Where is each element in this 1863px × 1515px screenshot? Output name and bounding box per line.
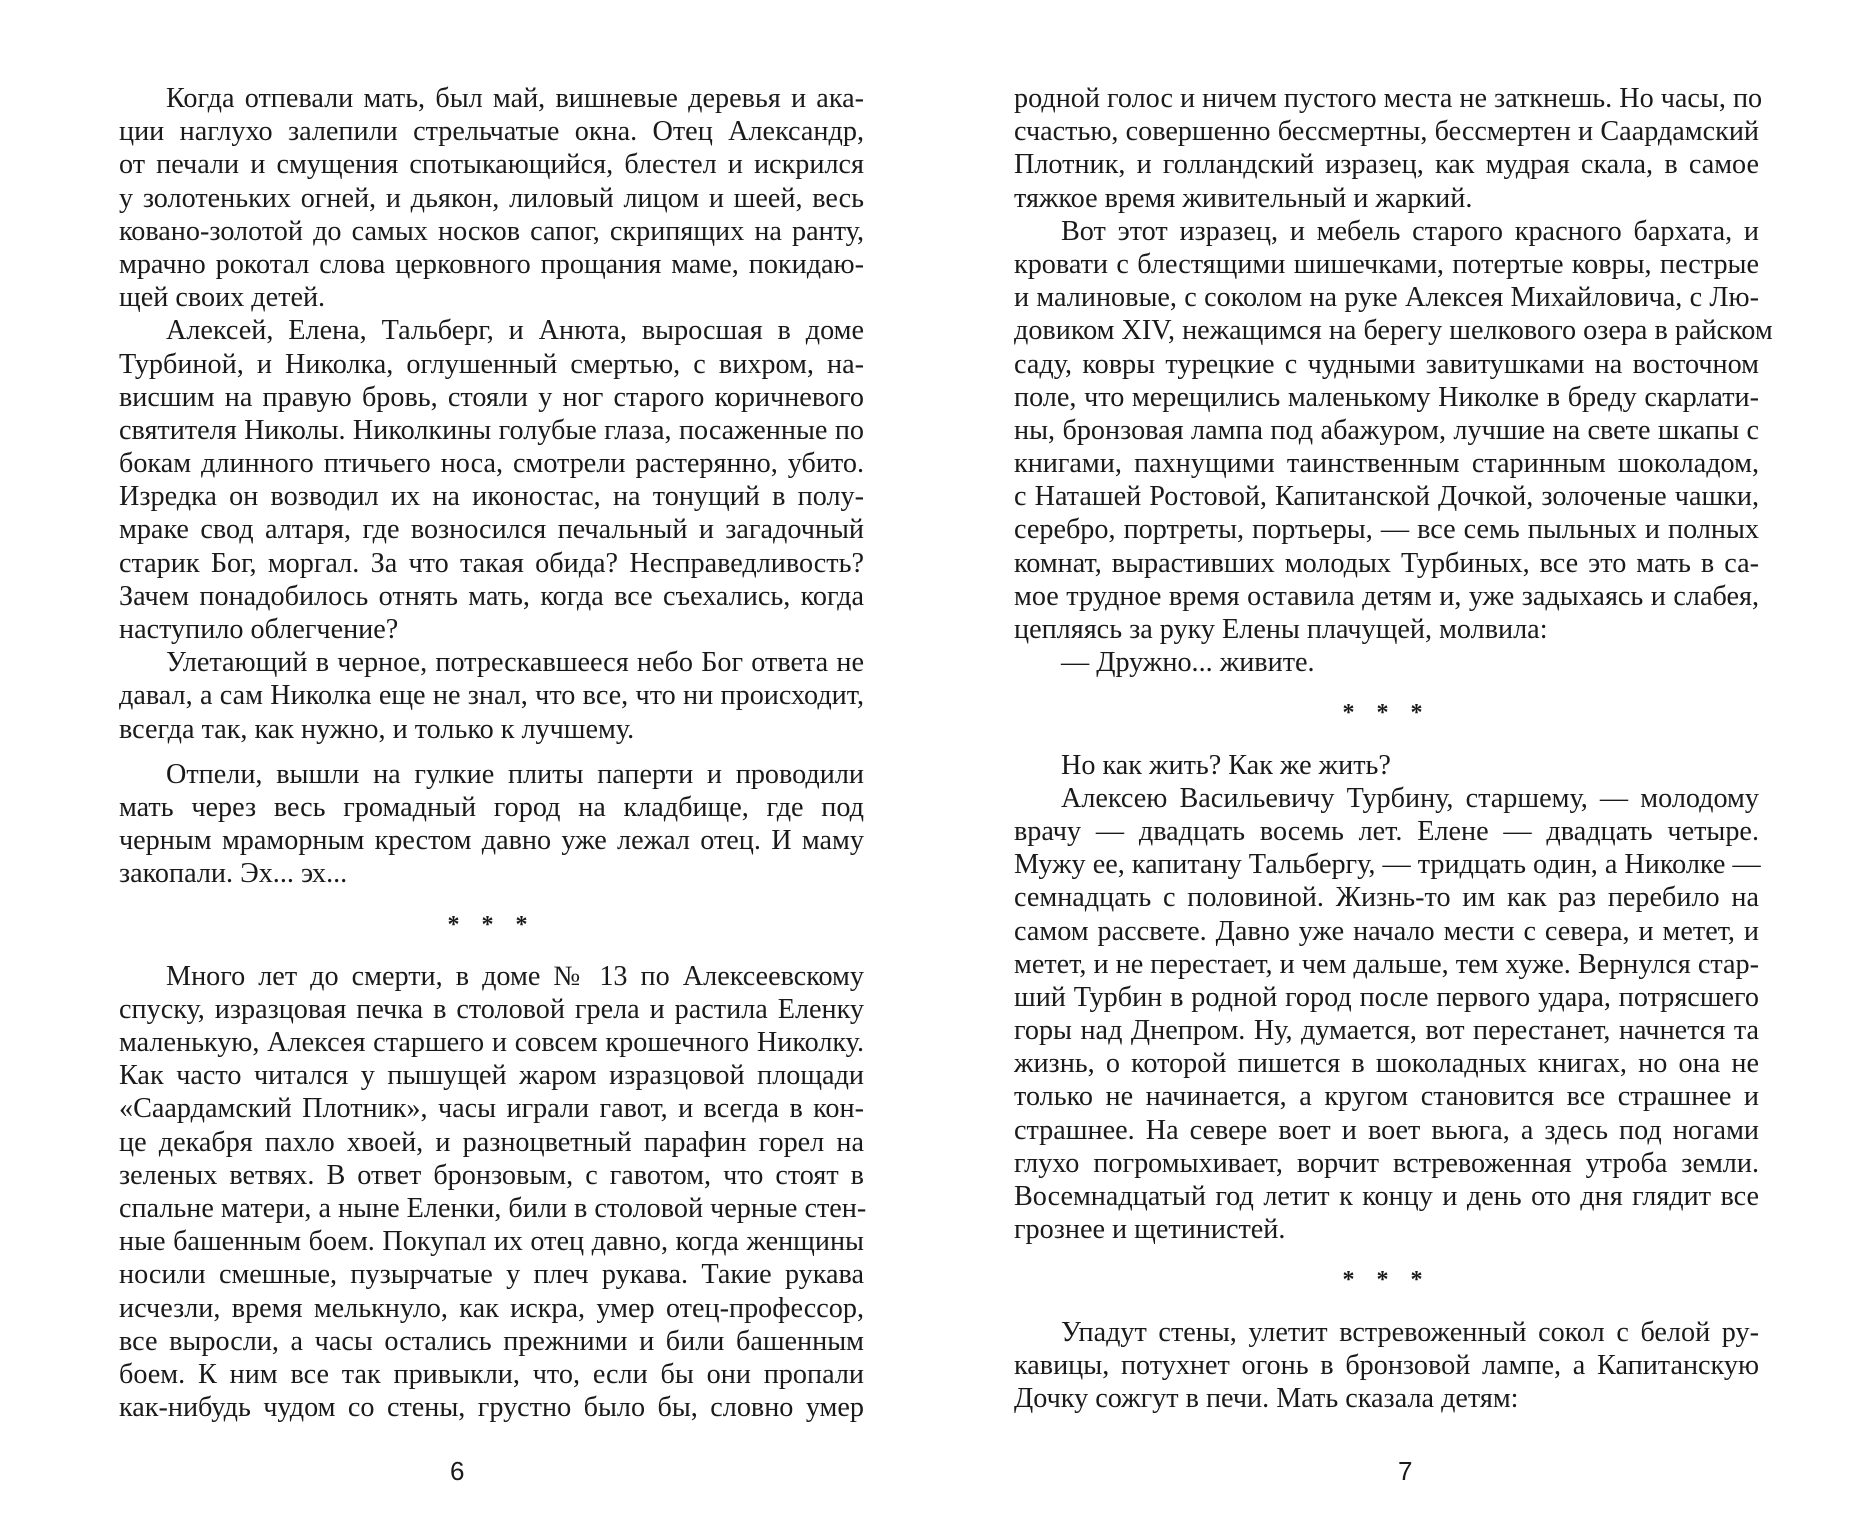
text-line: закопали. Эх... эх... — [119, 858, 348, 890]
text-line: Плотник, и голландский изразец, как мудрая скала, в самое — [1014, 149, 1759, 181]
text-line: носили смешные, пузырчатые у плеч рукава. Такие рукава — [119, 1259, 864, 1291]
text-line: книгами, пахнущими таинственным старинным шоколадом, — [1014, 448, 1759, 480]
text-line: только не начинается, а кругом становится все страшнее и — [1014, 1081, 1759, 1113]
text-line: Изредка он возводил их на иконостас, на тонущий в полу- — [119, 481, 864, 513]
text-line: довиком XIV, нежащимся на берегу шелкового озера в райском — [1014, 315, 1773, 347]
text-line: все выросли, а часы остались прежними и били башенным — [119, 1325, 864, 1357]
text-line: Мужу ее, капитану Тальбергу, — тридцать один, а Николке — — [1014, 849, 1761, 881]
text-line: ковано-золотой до самых носков сапог, скрипящих на ранту, — [119, 215, 864, 247]
text-line: «Саардамский Плотник», часы играли гавот, и всегда в кон- — [119, 1093, 864, 1125]
text-line: це декабря пахло хвоей, и разноцветный парафин горел на — [119, 1126, 864, 1158]
text-line: бокам длинного птичьего носа, смотрели растерянно, убито. — [119, 448, 864, 480]
text-line: метет, и не перестает, и чем дальше, тем хуже. Вернулся стар- — [1014, 948, 1759, 980]
text-line: Упадут стены, улетит встревоженный сокол с белой ру- — [1061, 1316, 1759, 1348]
text-line: мать через весь громадный город на кладбище, где под — [119, 791, 864, 823]
text-line: грознее и щетинистей. — [1014, 1214, 1286, 1246]
text-line: Восемнадцатый год летит к концу и день ото дня глядит все — [1014, 1181, 1759, 1212]
text-line: спуску, изразцовая печка в столовой грела и растила Еленку — [119, 993, 864, 1025]
text-line: Дочку сожгут в печи. Мать сказала детям: — [1014, 1382, 1519, 1414]
section-break: * * * — [447, 911, 536, 938]
text-line: мрачно рокотал слова церковного прощания маме, покидаю- — [119, 248, 864, 280]
page-number: 7 — [1398, 1456, 1413, 1486]
text-line: мое трудное время оставила детям и, уже задыхаясь и слабея, — [1014, 580, 1759, 612]
text-line: Алексей, Елена, Тальберг, и Анюта, выросшая в доме — [166, 315, 864, 347]
text-line: поле, что мерещились маленькому Николке в бреду скарлати- — [1014, 381, 1759, 413]
text-line: — Дружно... живите. — [1061, 647, 1315, 679]
text-line: святителя Николы. Николкины голубые глаза, посаженные по — [119, 414, 864, 446]
text-line: родной голос и ничем пустого места не заткнешь. Но часы, по — [1014, 83, 1763, 114]
text-line: давал, а сам Николка еще не знал, что все, что ни происходит, — [119, 680, 864, 712]
text-line: старик Бог, моргал. За что такая обида? Несправедливость? — [119, 547, 864, 579]
text-line: ший Турбин в родной город после первого удара, потрясшего — [1014, 981, 1759, 1013]
text-line: страшнее. На севере воет и воет вьюга, а здесь под ногами — [1014, 1114, 1759, 1146]
text-line: мраке свод алтаря, где возносился печальный и загадочный — [119, 514, 864, 546]
text-line: тяжкое время живительный и жаркий. — [1014, 182, 1473, 214]
text-line: Как часто читался у пышущей жаром изразцовой площади — [119, 1060, 864, 1092]
right-page-text — [1014, 82, 1773, 1415]
page-number: 6 — [450, 1456, 465, 1486]
text-line: боем. К ним все так привыкли, что, если бы они пропали — [119, 1358, 864, 1390]
text-line: врачу — двадцать восемь лет. Елене — двадцать четыре. — [1014, 815, 1759, 847]
section-break: * * * — [1342, 1267, 1431, 1294]
text-line: кровати с блестящими шишечками, потертые ковры, пестрые — [1014, 248, 1759, 280]
section-break: * * * — [1342, 700, 1431, 727]
text-line: черным мраморным крестом давно уже лежал отец. И маму — [119, 825, 864, 857]
text-line: спальне матери, а ныне Еленки, били в столовой черные стен- — [119, 1193, 867, 1224]
text-line: и малиновые, с соколом на руке Алексея Михайловича, с Лю- — [1014, 282, 1759, 314]
left-page — [119, 82, 867, 1424]
text-line: ны, бронзовая лампа под абажуром, лучшие на свете шкапы с — [1014, 414, 1759, 446]
text-line: ные башенным боем. Покупал их отец давно, когда женщины — [119, 1226, 864, 1258]
text-line: Когда отпевали мать, был май, вишневые деревья и ака- — [166, 83, 864, 114]
left-page-text — [119, 82, 867, 1424]
text-line: всегда так, как нужно, и только к лучшему. — [119, 713, 635, 745]
text-line: Вот этот изразец, и мебель старого красного бархата, и — [1061, 215, 1759, 247]
text-line: ции наглухо залепили стрельчатые окна. Отец Александр, — [119, 116, 864, 148]
text-line: счастью, совершенно бессмертны, бессмертен и Саардамский — [1014, 116, 1759, 148]
text-line: у золотеньких огней, и дьякон, лиловый лицом и шеей, весь — [119, 182, 864, 214]
text-line: Отпели, вышли на гулкие плиты паперти и проводили — [166, 758, 864, 790]
text-line: саду, ковры турецкие с чудными завитушками на восточном — [1014, 348, 1759, 380]
text-line: кавицы, потухнет огонь в бронзовой лампе, а Капитанскую — [1014, 1349, 1759, 1381]
text-line: висшим на правую бровь, стояли у ног старого коричневого — [119, 381, 864, 413]
text-line: самом рассвете. Давно уже начало мести с севера, и метет, и — [1014, 915, 1759, 947]
text-line: Много лет до смерти, в доме № 13 по Алексеевскому — [166, 960, 864, 992]
text-line: от печали и смущения спотыкающийся, блестел и искрился — [119, 149, 864, 181]
text-line: Алексею Васильевичу Турбину, старшему, — молодому — [1061, 782, 1759, 814]
text-line: как-нибудь чудом со стены, грустно было бы, словно умер — [119, 1392, 864, 1424]
text-line: цепляясь за руку Елены плачущей, молвила: — [1014, 614, 1548, 645]
text-line: Улетающий в черное, потрескавшееся небо Бог ответа не — [166, 647, 864, 679]
text-line: горы над Днепром. Ну, думается, вот перестанет, начнется та — [1014, 1015, 1759, 1047]
text-line: Зачем понадобилось отнять мать, когда все съехались, когда — [119, 580, 864, 612]
text-line: исчезли, время мелькнуло, как искра, умер отец-профессор, — [119, 1292, 864, 1324]
text-line: семнадцать с половиной. Жизнь-то им как раз перебило на — [1014, 882, 1759, 914]
right-page — [1014, 82, 1773, 1415]
text-line: Но как жить? Как же жить? — [1061, 749, 1391, 781]
text-line: серебро, портреты, портьеры, — все семь пыльных и полных — [1014, 514, 1759, 546]
text-line: Турбиной, и Николка, оглушенный смертью, с вихром, на- — [119, 348, 864, 380]
text-line: щей своих детей. — [119, 282, 326, 314]
text-line: с Наташей Ростовой, Капитанской Дочкой, золоченые чашки, — [1014, 481, 1759, 513]
text-line: наступило облегчение? — [119, 614, 399, 645]
text-line: глухо погромыхивает, ворчит встревоженная утроба земли. — [1014, 1147, 1759, 1179]
text-line: жизнь, о которой пишется в шоколадных книгах, но она не — [1014, 1048, 1759, 1080]
text-line: комнат, вырастивших молодых Турбиных, все это мать в са- — [1014, 547, 1759, 579]
text-line: маленькую, Алексея старшего и совсем крошечного Николку. — [119, 1027, 864, 1059]
text-line: зеленых ветвях. В ответ бронзовым, с гавотом, что стоят в — [119, 1159, 864, 1191]
